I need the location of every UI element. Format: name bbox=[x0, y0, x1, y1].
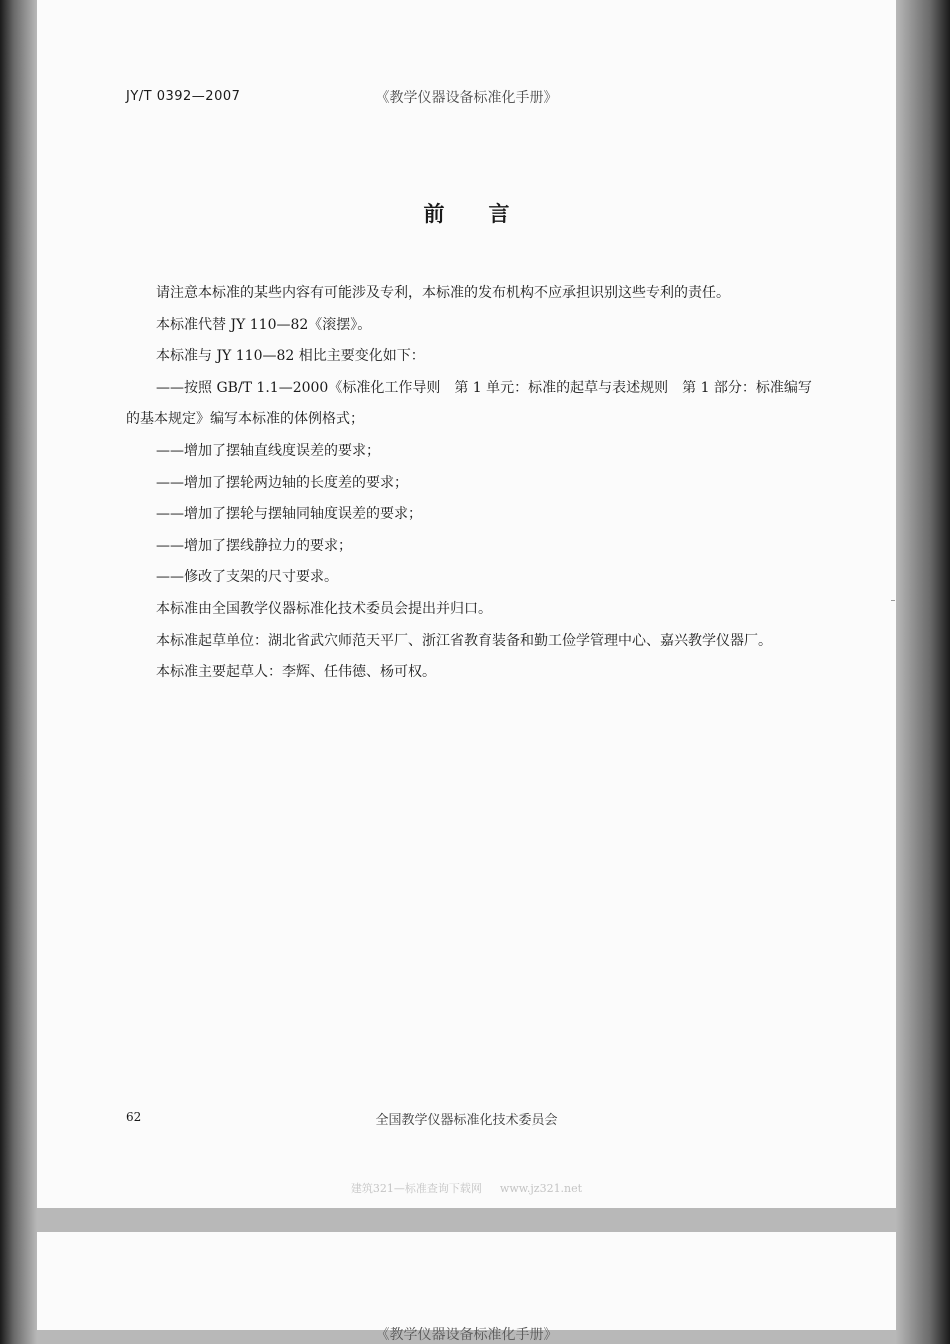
scan-mark bbox=[891, 600, 895, 601]
foreword-paragraph: 本标准由全国教学仪器标准化技术委员会提出并归口。 bbox=[156, 600, 492, 617]
foreword-paragraph: ——增加了摆轴直线度误差的要求； bbox=[156, 442, 380, 459]
foreword-paragraph: ——修改了支架的尺寸要求。 bbox=[156, 569, 338, 586]
standard-code: JY/T 0392—2007 bbox=[126, 89, 241, 104]
foreword-paragraph: 本标准起草单位：湖北省武穴师范天平厂、浙江省教育装备和勤工俭学管理中心、嘉兴教学仪器厂。 bbox=[156, 632, 772, 649]
foreword-paragraph: ——增加了摆线静拉力的要求； bbox=[156, 537, 352, 554]
foreword-paragraph: 本标准主要起草人：李辉、任伟德、杨可权。 bbox=[156, 664, 436, 681]
foreword-paragraph: ——增加了摆轮两边轴的长度差的要求； bbox=[156, 474, 408, 491]
foreword-paragraph: ——按照 GB/T 1.1—2000《标准化工作导则 第 1 单元：标准的起草与表述规则 第 1 部分：标准编写的基本规定》编写本标准的体例格式； bbox=[126, 379, 812, 428]
next-document-page bbox=[37, 1232, 896, 1343]
foreword-paragraph: 本标准代替 JY 110—82《滚摆》。 bbox=[156, 316, 372, 333]
foreword-body bbox=[126, 278, 816, 689]
page-number: 62 bbox=[126, 1110, 142, 1124]
next-page-header: 《教学仪器设备标准化手册》 bbox=[375, 1327, 558, 1343]
footer-organization: 全国教学仪器标准化技术委员会 bbox=[375, 1113, 558, 1128]
foreword-paragraph: 请注意本标准的某些内容有可能涉及专利，本标准的发布机构不应承担识别这些专利的责任。 bbox=[156, 285, 730, 301]
page-title: 前言 bbox=[423, 201, 554, 226]
watermark-url: www.jz321.net bbox=[499, 1182, 583, 1195]
watermark bbox=[37, 1180, 896, 1196]
handbook-title: 《教学仪器设备标准化手册》 bbox=[375, 90, 558, 106]
watermark-site-name: 建筑321—标准查询下载网 bbox=[350, 1182, 482, 1195]
document-page bbox=[37, 0, 896, 1208]
foreword-paragraph: ——增加了摆轮与摆轴同轴度误差的要求； bbox=[156, 506, 422, 523]
foreword-paragraph: 本标准与 JY 110—82 相比主要变化如下： bbox=[156, 348, 425, 365]
